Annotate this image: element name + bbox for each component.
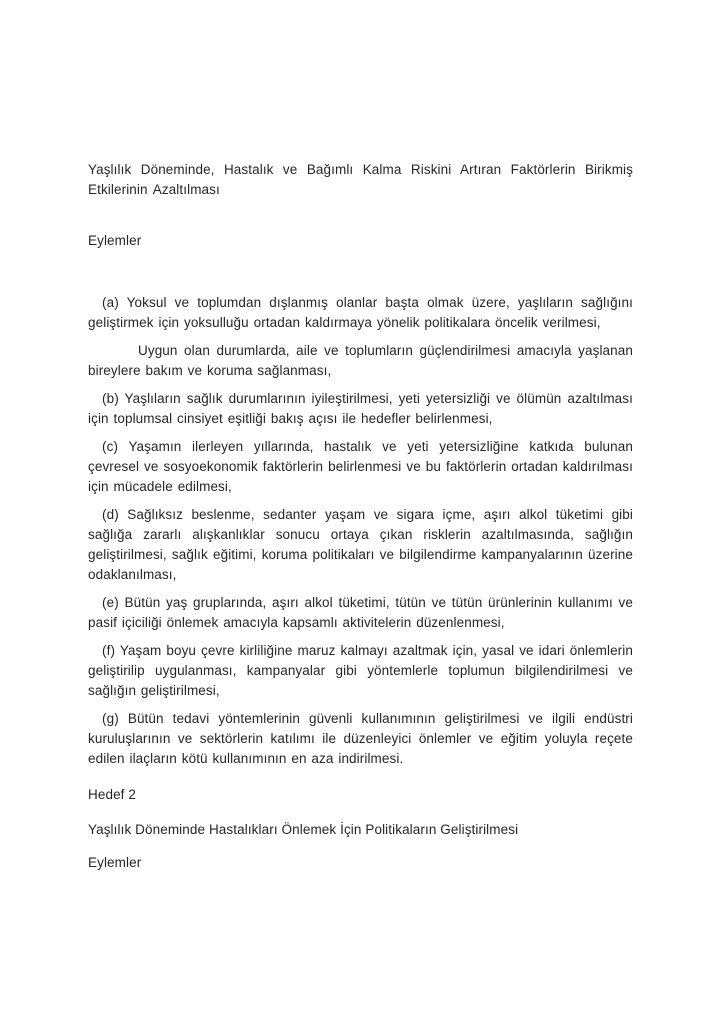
document-heading: Yaşlılık Döneminde, Hastalık ve Bağımlı Kalma Riskini Artıran Faktörlerin Birikmiş Etkilerinin Azaltılması xyxy=(88,162,633,197)
action-item-e: (e) Bütün yaş gruplarında, aşırı alkol tüketimi, tütün ve tütün ürünlerinin kullanımı ve pasif içiciliği önlemek amacıyla kapsamlı aktivitelerin düzenlenmesi, xyxy=(88,595,633,630)
action-item-a: (a) Yoksul ve toplumdan dışlanmış olanlar başta olmak üzere, yaşlıların sağlığını geliştirmek için yoksulluğu ortadan kaldırmaya yönelik politikalara öncelik verilmesi, xyxy=(88,295,633,330)
action-item-d: (d) Sağlıksız beslenme, sedanter yaşam ve sigara içme, aşırı alkol tüketimi gibi sağlığa zararlı alışkanlıklar sonucu ortaya çıkan risklerin azaltılmasında, sağlığın geliştirilmesi, sağlık eğitimi, koruma politikaları ve bilgilendirme kampanyalarının üzerine odaklanılması, xyxy=(88,507,633,582)
target-label-hedef-2: Hedef 2 xyxy=(88,787,136,802)
action-item-g: (g) Bütün tedavi yöntemlerinin güvenli kullanımının geliştirilmesi ve ilgili endüstri kuruluşlarının ve sektörlerin katılımı ile düzenleyici önlemler ve eğitim yoluyla reçete edilen ilaçların kötü kullanımının en aza indirilmesi. xyxy=(88,711,633,766)
action-item-unlabeled: Uygun olan durumlarda, aile ve toplumların güçlendirilmesi amacıyla yaşlanan bireylere bakım ve koruma sağlanması, xyxy=(88,343,633,378)
document-content xyxy=(88,160,633,873)
action-item-b: (b) Yaşlıların sağlık durumlarının iyileştirilmesi, yeti yetersizliği ve ölümün azaltılması için toplumsal cinsiyet eşitliği bakış açısı ile hedefler belirlenmesi, xyxy=(88,391,633,426)
section-label-eylemler-2: Eylemler xyxy=(88,855,142,870)
section-label-eylemler: Eylemler xyxy=(88,233,142,248)
action-item-f: (f) Yaşam boyu çevre kirliliğine maruz kalmayı azaltmak için, yasal ve idari önlemlerin geliştirilip uygulanması, kampanyalar gibi yöntemlerle toplumun bilgilendirilmesi ve sağlığın geliştirilmesi, xyxy=(88,643,633,698)
target-title: Yaşlılık Döneminde Hastalıkları Önlemek İçin Politikaların Geliştirilmesi xyxy=(88,822,519,837)
action-item-c: (c) Yaşamın ilerleyen yıllarında, hastalık ve yeti yetersizliğine katkıda bulunan çevresel ve sosyoekonomik faktörlerin belirlenmesi ve bu faktörlerin ortadan kaldırılması için mücadele edilmesi, xyxy=(88,439,633,494)
